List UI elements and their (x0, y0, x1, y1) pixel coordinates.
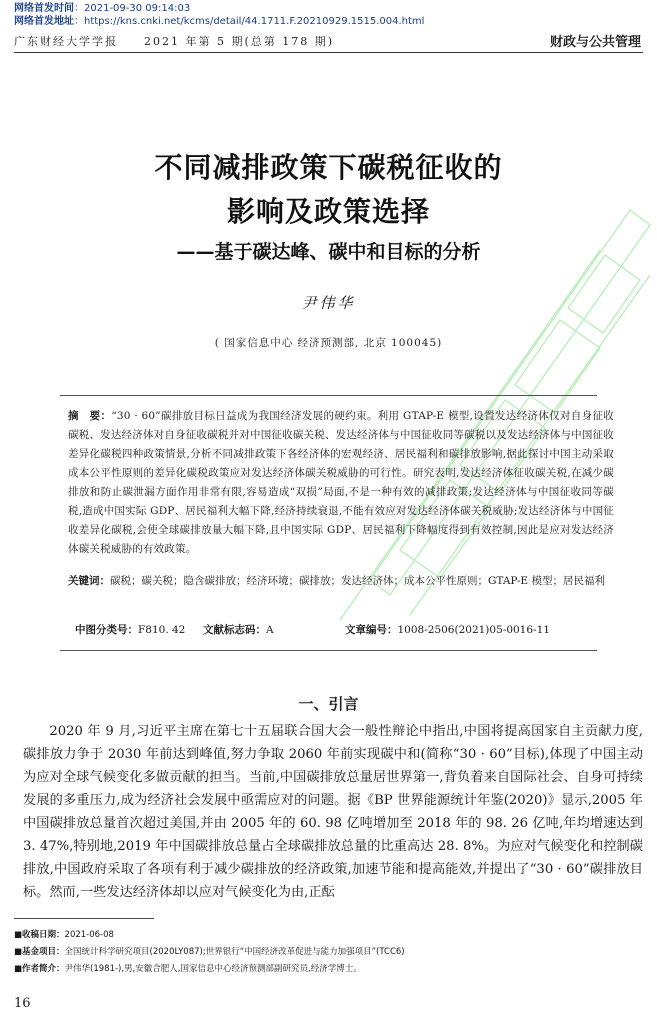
author-bio-label: 作者简介： (22, 964, 65, 974)
journal-issue: 广东财经大学学报 2021 年第 5 期(总第 178 期) (14, 35, 335, 48)
author-bio-value: 尹伟华(1981-),男,安徽合肥人,国家信息中心经济预测部副研究员,经济学博士。 (64, 964, 362, 974)
online-first-time-label: 网络首发时间 (14, 3, 74, 14)
clc-number (75, 622, 185, 637)
fund-label: 基金项目： (22, 947, 65, 957)
abstract-bottom-rule (60, 650, 597, 651)
online-first-url-link[interactable]: https://kns.cnki.net/kcms/detail/44.1711.F.20210929.1515.004.html (84, 16, 425, 27)
footnote-fund: ■基金项目：全国统计科学研究项目(2020LY087);世界银行“中国经济改革促进与能力加强项目”(TCC6) (14, 947, 405, 957)
keywords-label: 关键词： (68, 575, 110, 587)
online-first-time: 网络首发时间：2021-09-30 09:14:03 (14, 3, 191, 14)
footnote-received: ■收稿日期：2021-06-08 (14, 930, 114, 940)
article-number (345, 622, 550, 637)
footnote-author: ■作者简介：尹伟华(1981-),男,安徽合肥人,国家信息中心经济预测部副研究员,经济学博士。 (14, 964, 362, 974)
article-title-line-2: 影响及政策选择 (226, 195, 430, 228)
abstract (68, 407, 614, 559)
section-name: 财政与公共管理 (549, 35, 641, 50)
clc-value: F810. 42 (138, 624, 186, 636)
document-code-value: A (266, 624, 274, 636)
article-subtitle: ——基于碳达峰、碳中和目标的分析 (176, 241, 481, 263)
running-header (14, 31, 643, 51)
received-value: 2021-06-08 (64, 930, 114, 940)
header-divider (14, 52, 643, 53)
online-first-url-label: 网络首发地址 (14, 16, 74, 27)
fund-value: 全国统计科学研究项目(2020LY087);世界银行“中国经济改革促进与能力加强项目”(TCC6) (64, 947, 405, 957)
clc-label: 中图分类号： (75, 624, 138, 636)
abstract-text: “30 · 60”碳排放目标日益成为我国经济发展的硬约束。利用 GTAP-E 模型,设置发达经济体仅对自身征收碳税、发达经济体对自身征收碳税并对中国征收碳关税、发达经济体与中国征收同等碳税以及发达经济体与中国征收差异化碳税四种政策情景,分析不同减排政策下各经济体的宏观经济、居民福利和碳排放影响,据此探讨中国主动采取成本公平性原则的差异化碳税政策应对发达经济体碳关税威胁的可行性。研究表明,发达经济体征收碳关税,在减少碳排放和防止碳泄漏方面作用非常有限,容易造成“双损”局面,不是一种有效的减排政策;发达经济体与中国征收同等碳税,造成中国实际 GDP、居民福利大幅下降,经济持续衰退,不能有效应对发达经济体碳关税威胁;发达经济体与中国征收差异化碳税,会使全球碳排放量大幅下降,且中国实际 GDP、居民福利下降幅度得到有效控制,因此是应对发达经济体碳关税威胁的有效政策。 (68, 410, 614, 555)
abstract-label: 摘 要： (68, 410, 112, 422)
document-code (203, 622, 274, 637)
classification-row (75, 622, 615, 638)
keywords (68, 572, 614, 591)
article-number-value: 1008-2506(2021)05-0016-11 (397, 624, 550, 636)
online-first-time-value: 2021-09-30 09:14:03 (84, 3, 191, 14)
author-affiliation: ( 国家信息中心 经济预测部, 北京 100045) (214, 337, 443, 349)
received-label: 收稿日期： (22, 930, 65, 940)
section-heading: 一、引言 (298, 695, 359, 713)
footnote-divider (14, 918, 154, 919)
article-title-line-1: 不同减排政策下碳税征收的 (154, 151, 503, 184)
article-number-label: 文章编号： (345, 624, 398, 636)
online-first-url[interactable]: 网络首发地址：https://kns.cnki.net/kcms/detail/44.1711.F.20210929.1515.004.html (14, 16, 425, 27)
document-code-label: 文献标志码： (203, 624, 266, 636)
keywords-text: 碳税；碳关税；隐含碳排放；经济环境；碳排放；发达经济体；成本公平性原则；GTAP-E 模型；居民福利 (110, 575, 605, 587)
page-number: 16 (14, 996, 31, 1011)
body-paragraph: 2020 年 9 月,习近平主席在第七十五届联合国大会一般性辩论中指出,中国将提高国家自主贡献力度,碳排放力争于 2030 年前达到峰值,努力争取 2060 年前实现碳中和(简称“30 · 60”目标),体现了中国主动为应对全球气候变化多做贡献的担当。当前,中国碳排放总量居世界第一,背负着来自国际社会、自身可持续发展的多重压力,成为经济社会发展中亟需应对的问题。据《BP 世界能源统计年鉴(2020)》显示,2005 年中国碳排放总量首次超过美国,并由 2005 年的 60. 98 亿吨增加至 2018 年的 98. 26 亿吨,年均增速达到 3. 47%,特别地,2019 年中国碳排放总量占全球碳排放总量的比重高达 28. 8%。为应对气候变化和控制碳排放,中国政府采取了各项有利于减少碳排放的经济政策,加速节能和提高能效,并提出了“30 · 60”碳排放目标。然而,一些发达经济体却以应对气候变化为由,正酝 (23, 724, 643, 900)
author-name: 尹伟华 (301, 294, 356, 312)
abstract-top-rule (60, 395, 597, 396)
